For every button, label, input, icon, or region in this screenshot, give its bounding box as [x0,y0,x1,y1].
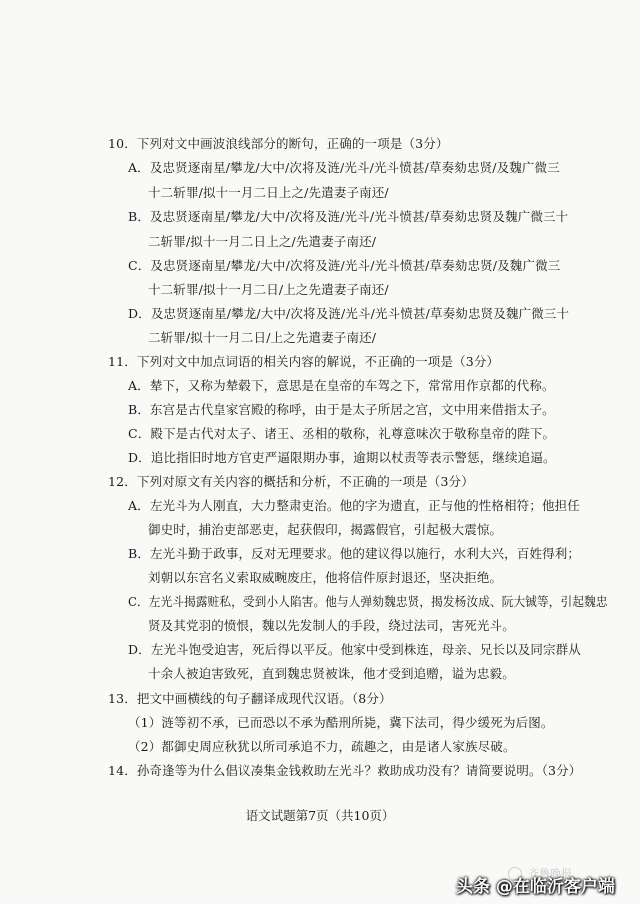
source-watermark: 头条 @在临沂客户端 [456,877,615,897]
question-10-option-a-cont: 十二斩罪/拟十一月二日上之/先遣妻子南还/ [148,185,389,200]
question-10-stem: 10．下列对文中画波浪线部分的断句，正确的一项是（3分） [108,136,449,151]
question-12-option-c: C．左光斗揭露赃私，受到小人陷害。他与人弹劾魏忠贤，揭发杨汝成、阮大铖等，引起魏忠 [128,594,608,609]
question-10-option-b: B．及忠贤逐南星/攀龙/大中/次将及涟/光斗/光斗愤甚/草奏劾忠贤及魏广微三十 [128,209,569,224]
question-12-option-a-cont: 御史时，捕治吏部恶吏，起获假印，揭露假官，引起极大震惊。 [148,522,503,537]
question-10-option-b-cont: 二斩罪/拟十一月二日上之/先遣妻子南还/ [148,234,377,249]
question-13-item-2: （2）都御史周应秋犹以所司承追不力，疏趣之，由是诸人家族尽破。 [128,739,516,754]
faint-watermark-text: 齐鲁晚报 [528,867,572,880]
question-11-option-b: B．东宫是古代皇家宫殿的称呼，由于是太子所居之宫，文中用来借指太子。 [128,402,555,417]
question-12-option-d-cont: 十余人被迫害致死，直到魏忠贤被诛，他才受到追赠，谥为忠毅。 [148,666,515,681]
question-12-option-a: A．左光斗为人刚直，大力整肃吏治。他的字为遗直，正与他的性格相符；他担任 [128,498,580,513]
question-13-item-1: （1）涟等初不承，已而恐以不承为酷刑所毙，冀下法司，得少缓死为后图。 [128,715,554,730]
question-11-stem: 11．下列对文中加点词语的相关内容的解说，不正确的一项是（3分） [108,354,500,369]
question-12-option-c-cont: 贤及其党羽的愤恨，魏以先发制人的手段，绕过法司，害死光斗。 [148,618,515,633]
question-13-stem: 13．把文中画横线的句子翻译成现代汉语。（8分） [108,691,392,706]
question-10-option-d-cont: 二斩罪/拟十一月二日/上之先遣妻子南还/ [148,330,377,345]
page-footer: 语文试题第7页（共10页） [245,808,395,823]
question-10-option-a: A．及忠贤逐南星/攀龙/大中/次将及涟/光斗/光斗愤甚/草奏劾忠贤/及魏广微三 [128,160,560,175]
question-11-option-c: C．殿下是古代对太子、诸王、丞相的敬称，礼尊意味次于敬称皇帝的陛下。 [128,426,556,441]
question-14-stem: 14．孙奇逢等为什么倡议凑集金钱救助左光斗？救助成功没有？请简要说明。（3分） [108,763,582,778]
question-12-option-b: B．左光斗勤于政事，反对无理要求。他的建议得以施行，水利大兴，百姓得利； [128,546,581,561]
question-12-option-b-cont: 刘朝以东宫名义索取威畹废庄，他将信件原封退还，坚决拒绝。 [148,570,503,585]
question-12-option-d: D．左光斗饱受迫害，死后得以平反。他家中受到株连，母亲、兄长以及同宗群从 [128,642,581,657]
question-10-option-c-cont: 十二斩罪/拟十一月二日/上之先遣妻子南还/ [148,282,389,297]
question-10-option-c: C．及忠贤逐南星/攀龙/大中/次将及涟/光斗/光斗愤甚/草奏劾忠贤/及魏广微三 [128,258,561,273]
question-11-option-a: A．辇下，又称为辇毂下，意思是在皇帝的车驾之下，常常用作京都的代称。 [128,378,555,393]
question-10-option-d: D．及忠贤逐南星/攀龙/大中/次将及涟/光斗/光斗愤甚/草奏劾忠贤及魏广微三十 [128,306,570,321]
question-11-option-d: D．追比指旧时地方官吏严逼限期办事，逾期以杖责等表示警惩，继续追逼。 [128,450,556,465]
question-12-stem: 12．下列对原文有关内容的概括和分析，不正确的一项是（3分） [108,474,474,489]
